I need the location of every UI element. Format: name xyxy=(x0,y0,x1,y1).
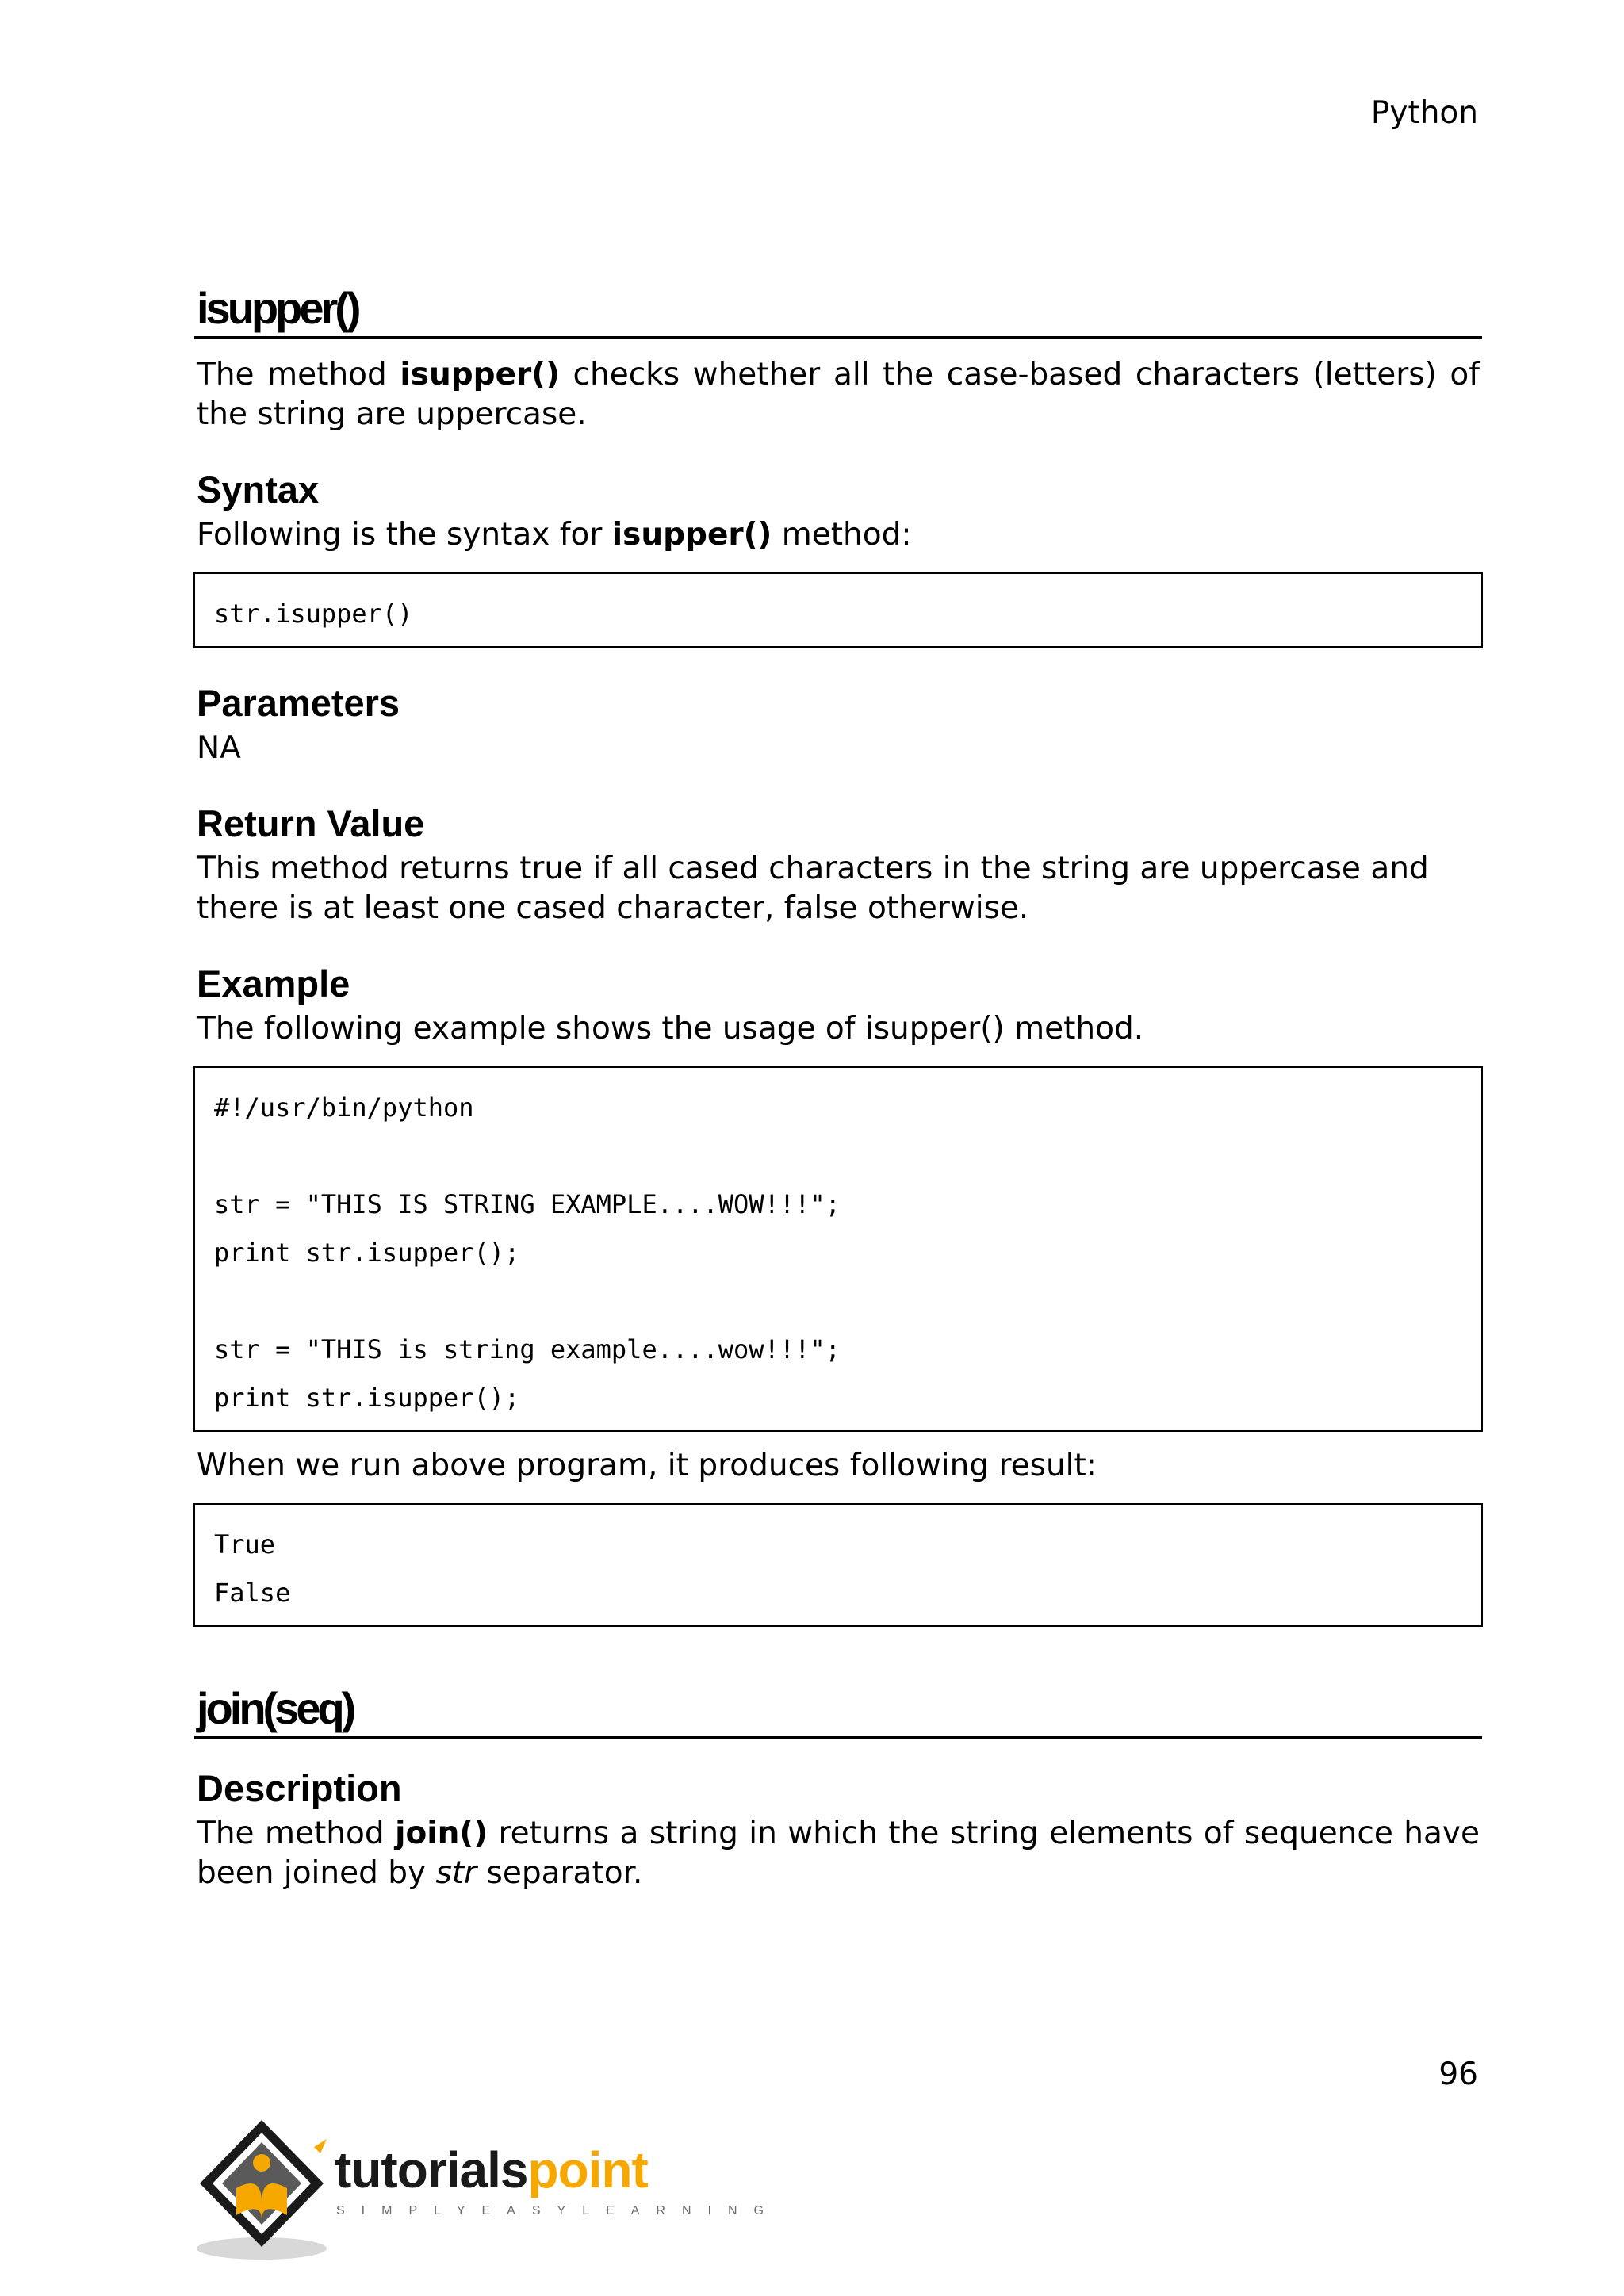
result-code-box xyxy=(193,1503,1483,1627)
intro-method-name: isupper() xyxy=(400,357,560,392)
parameters-heading: Parameters xyxy=(197,682,400,724)
code-line: str = "THIS IS STRING EXAMPLE....WOW!!!"; xyxy=(214,1189,841,1219)
logo-tagline: SIMPLYEASYLEARNING xyxy=(336,2204,780,2218)
example-heading: Example xyxy=(197,962,350,1004)
code-line xyxy=(214,1132,1462,1181)
code-line: print str.isupper(); xyxy=(214,1383,520,1413)
result-line: False xyxy=(214,1578,291,1608)
code-line: print str.isupper(); xyxy=(214,1238,520,1268)
syntax-text-rest: method: xyxy=(772,517,912,553)
isupper-method-title: isupper() xyxy=(194,282,1482,339)
logo-wordmark xyxy=(335,2142,648,2198)
code-line: str = "THIS is string example....wow!!!"; xyxy=(214,1334,841,1364)
syntax-code-line: str.isupper() xyxy=(214,599,413,629)
logo-word-tutorials: tutorials xyxy=(335,2141,528,2198)
join-method-title: join(seq) xyxy=(194,1682,1482,1739)
tutorialspoint-logo xyxy=(195,2115,780,2266)
isupper-intro xyxy=(197,355,1480,434)
desc-separator-name: str xyxy=(435,1855,477,1891)
example-code-box xyxy=(193,1066,1483,1432)
description-heading: Description xyxy=(197,1767,402,1809)
parameters-text: NA xyxy=(197,730,241,766)
syntax-text: Following is the syntax for xyxy=(197,517,612,553)
example-text: The following example shows the usage of isupper() method. xyxy=(197,1011,1144,1047)
desc-text: The method xyxy=(197,1816,396,1851)
result-line: True xyxy=(214,1529,276,1559)
code-line xyxy=(214,1277,1462,1326)
logo-word-point: point xyxy=(527,2141,648,2198)
desc-text-rest: separator. xyxy=(477,1855,643,1891)
syntax-code-box xyxy=(193,572,1483,648)
syntax-heading: Syntax xyxy=(197,469,320,511)
syntax-method-name: isupper() xyxy=(611,517,772,553)
code-line: #!/usr/bin/python xyxy=(214,1093,474,1123)
syntax-description xyxy=(197,515,1480,555)
running-header-title: Python xyxy=(1370,95,1478,131)
desc-method-name: join() xyxy=(395,1816,488,1851)
result-intro-text: When we run above program, it produces following result: xyxy=(197,1448,1097,1483)
return-value-text: This method returns true if all cased characters in the string are uppercase and there is at least one cased character, false otherwise. xyxy=(197,851,1429,926)
desc-text-mid: returns a string in which the string elements of sequence have been joined by xyxy=(197,1816,1480,1891)
return-value-heading: Return Value xyxy=(197,802,425,844)
intro-text: The method xyxy=(197,357,400,392)
join-description xyxy=(197,1814,1480,1893)
page-content xyxy=(197,282,1480,1893)
page-number: 96 xyxy=(1438,2057,1478,2092)
intro-text-rest: checks whether all the case-based characters (letters) of the string are uppercase. xyxy=(197,357,1480,432)
